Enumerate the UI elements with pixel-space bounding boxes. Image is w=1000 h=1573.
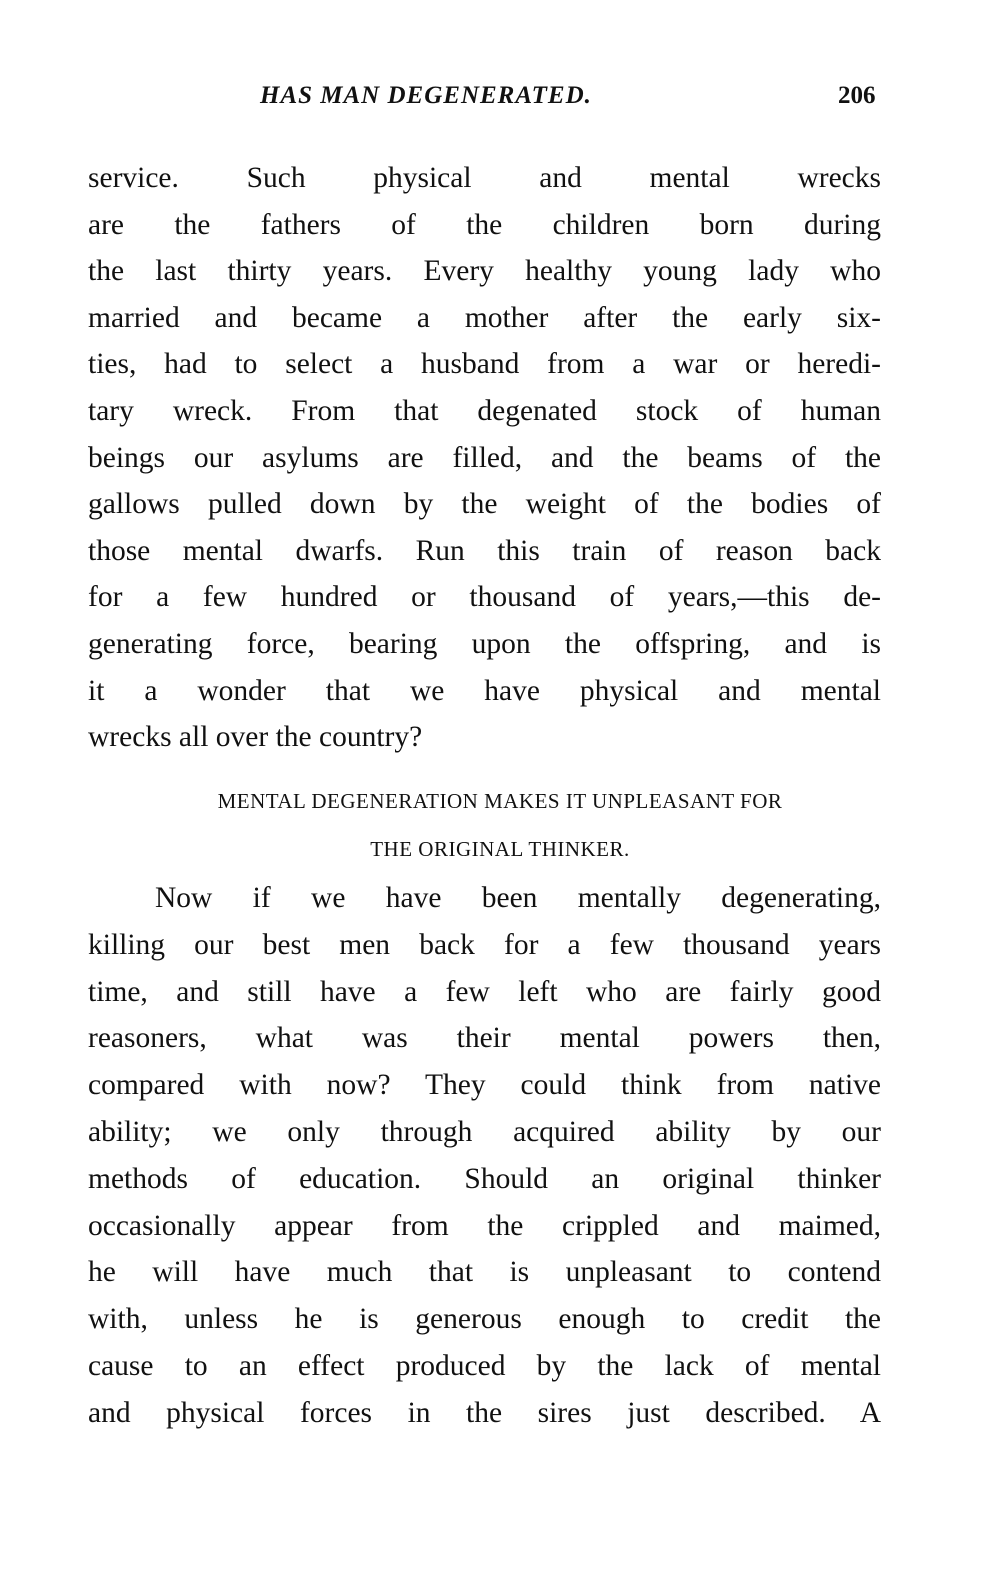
text-line: cause to an effect produced by the lack of mental (88, 1350, 881, 1382)
text-line: beings our asylums are filled, and the beams of the (88, 441, 881, 474)
text-line: killing our best men back for a few thousand years (88, 928, 881, 961)
text-line: it a wonder that we have physical and mental (88, 674, 881, 707)
text-line: ties, had to select a husband from a war or heredi- (88, 348, 881, 381)
text-line: those mental dwarfs. Run this train of reason back (88, 534, 881, 567)
text-line: service. Such physical and mental wrecks (88, 162, 881, 194)
section-heading-line-1: MENTAL DEGENERATION MAKES IT UNPLEASANT FOR (217, 789, 783, 813)
text-line: wrecks all over the country? (88, 721, 423, 754)
text-line: he will have much that is unpleasant to contend (88, 1256, 881, 1289)
text-line: gallows pulled down by the weight of the bodies of (88, 488, 881, 521)
text-line: are the fathers of the children born during (88, 208, 881, 241)
section-heading-line-2: THE ORIGINAL THINKER. (370, 837, 630, 861)
text-line: compared with now? They could think from native (88, 1069, 881, 1102)
running-title: HAS MAN DEGENERATED. (260, 82, 592, 109)
text-line: with, unless he is generous enough to credit the (88, 1303, 881, 1336)
text-line: time, and still have a few left who are fairly good (88, 975, 881, 1008)
text-line: the last thirty years. Every healthy young lady who (88, 255, 881, 288)
running-header (0, 82, 1000, 122)
text-line: tary wreck. From that degenated stock of human (88, 395, 881, 427)
text-line: ability; we only through acquired ability by our (88, 1116, 881, 1148)
text-line: married and became a mother after the early six- (88, 301, 881, 334)
text-line: Now if we have been mentally degenerating, (155, 882, 881, 914)
text-line: for a few hundred or thousand of years,—this de- (88, 581, 881, 614)
text-line: and physical forces in the sires just described. A (88, 1396, 881, 1429)
text-line: occasionally appear from the crippled and maimed, (88, 1209, 881, 1242)
text-line: methods of education. Should an original thinker (88, 1162, 881, 1195)
text-line: generating force, bearing upon the offspring, and is (88, 628, 881, 660)
page-number: 206 (838, 82, 876, 109)
text-line: reasoners, what was their mental powers then, (88, 1022, 881, 1055)
